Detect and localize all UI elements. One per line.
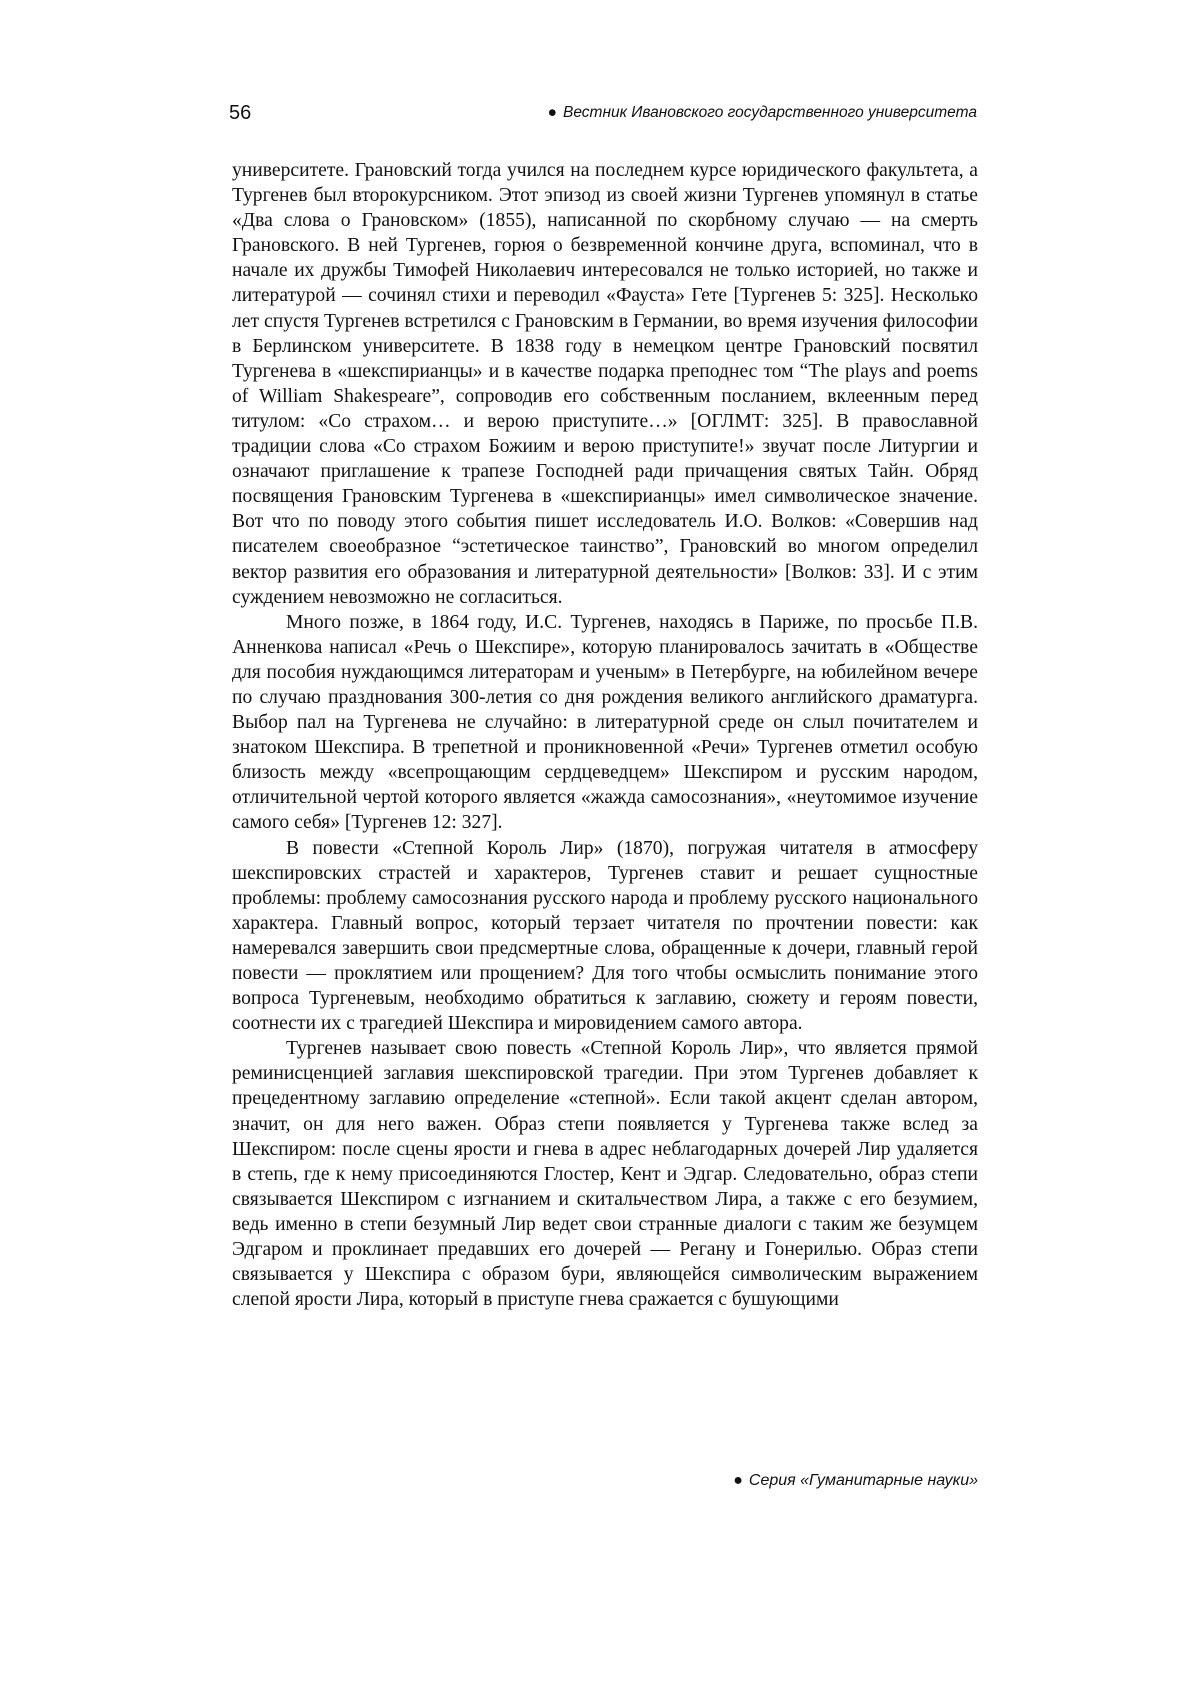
article-body (232, 158, 978, 1312)
journal-title-text: Вестник Ивановского государственного университета (563, 104, 977, 121)
series-title: Серия «Гуманитарные науки» (748, 1472, 978, 1489)
running-header (229, 100, 977, 130)
bullet-icon: ● (733, 1472, 743, 1489)
paragraph: Много позже, в 1864 году, И.С. Тургенев, находясь в Париже, по просьбе П.В. Анненкова написал «Речь о Шекспире», которую планировалось зачитать в «Обществе для пособия нуждающимся литераторам и ученым» в Петербурге, на юбилейном вечере по случаю празднования 300-летия со дня рождения великого английского драматурга. Выбор пал на Тургенева не случайно: в литературной среде он слыл почитателем и знатоком Шекспира. В трепетной и проникновенной «Речи» Тургенев отметил особую близость между «всепрощающим сердцеведцем» Шекспиром и русским народом, отличительной чертой которого является «жажда самосознания», «неутомимое изучение самого себя» [Тургенев 12: 327]. (232, 611, 978, 834)
journal-title (548, 104, 977, 122)
paragraph: университете. Грановский тогда учился на последнем курсе юридического факультета, а Тургенев был второкурсником. Этот эпизод из своей жизни Тургенев упомянул в статье «Два слова о Грановском» (1855), написанной по скорбному случаю — на смерть Грановского. В ней Тургенев, горюя о безвременной кончине друга, вспоминал, что в начале их дружбы Тимофей Николаевич интересовался не только историей, но также и литературой — сочинял стихи и переводил «Фауста» Гете [Тургенев 5: 325]. Несколько лет спустя Тургенев встретился с Грановским в Германии, во время изучения философии в Берлинском университете. В 1838 году в немецком центре Грановский посвятил Тургенева в «шекспирианцы» и в качестве подарка преподнес том “The plays and poems of William Shakespeare”, сопроводив его собственным посланием, вклеенным перед титулом: «Со страхом… и верою приступите…» [ОГЛМТ: 325]. В православной традиции слова «Со страхом Божиим и верою приступите!» звучат после Литургии и означают приглашение к трапезе Господней ради причащения святых Тайн. Обряд посвящения Грановским Тургенева в «шекспирианцы» имел символическое значение. Вот что по поводу этого события пишет исследователь И.О. Волков: «Совершив над писателем своеобразное “эстетическое таинство”, Грановский во многом определил вектор развития его образования и литературной деятельности» [Волков: 33]. И с этим суждением невозможно не согласиться. (232, 160, 978, 608)
bullet-icon: ● (547, 104, 558, 121)
series-footer (733, 1472, 978, 1490)
paragraph: В повести «Степной Король Лир» (1870), погружая читателя в атмосферу шекспировских страстей и характеров, Тургенев ставит и решает сущностные проблемы: проблему самосознания русского народа и проблему русского национального характера. Главный вопрос, который терзает читателя по прочтении повести: как намеревался завершить свои предсмертные слова, обращенные к дочери, главный герой повести — проклятием или прощением? Для того чтобы осмыслить понимание этого вопроса Тургеневым, необходимо обратиться к заглавию, сюжету и героям повести, соотнести их с трагедией Шекспира и мировидением самого автора. (232, 837, 978, 1035)
paragraph: Тургенев называет свою повесть «Степной Король Лир», что является прямой реминисценцией заглавия шекспировской трагедии. При этом Тургенев добавляет к прецедентному заглавию определение «степной». Если такой акцент сделан автором, значит, он для него важен. Образ степи появляется у Тургенева также вслед за Шекспиром: после сцены ярости и гнева в адрес неблагодарных дочерей Лир удаляется в степь, где к нему присоединяются Глостер, Кент и Эдгар. Следовательно, образ степи связывается Шекспиром с изгнанием и скитальчеством Лира, а также с его безумием, ведь именно в степи безумный Лир ведет свои странные диалоги с таким же безумцем Эдгаром и проклинает предавших его дочерей — Регану и Гонерилью. Образ степи связывается у Шекспира с образом бури, являющейся символическим выражением слепой ярости Лира, который в приступе гнева сражается с бушующими (232, 1038, 978, 1311)
page-number: 56 (229, 102, 252, 124)
